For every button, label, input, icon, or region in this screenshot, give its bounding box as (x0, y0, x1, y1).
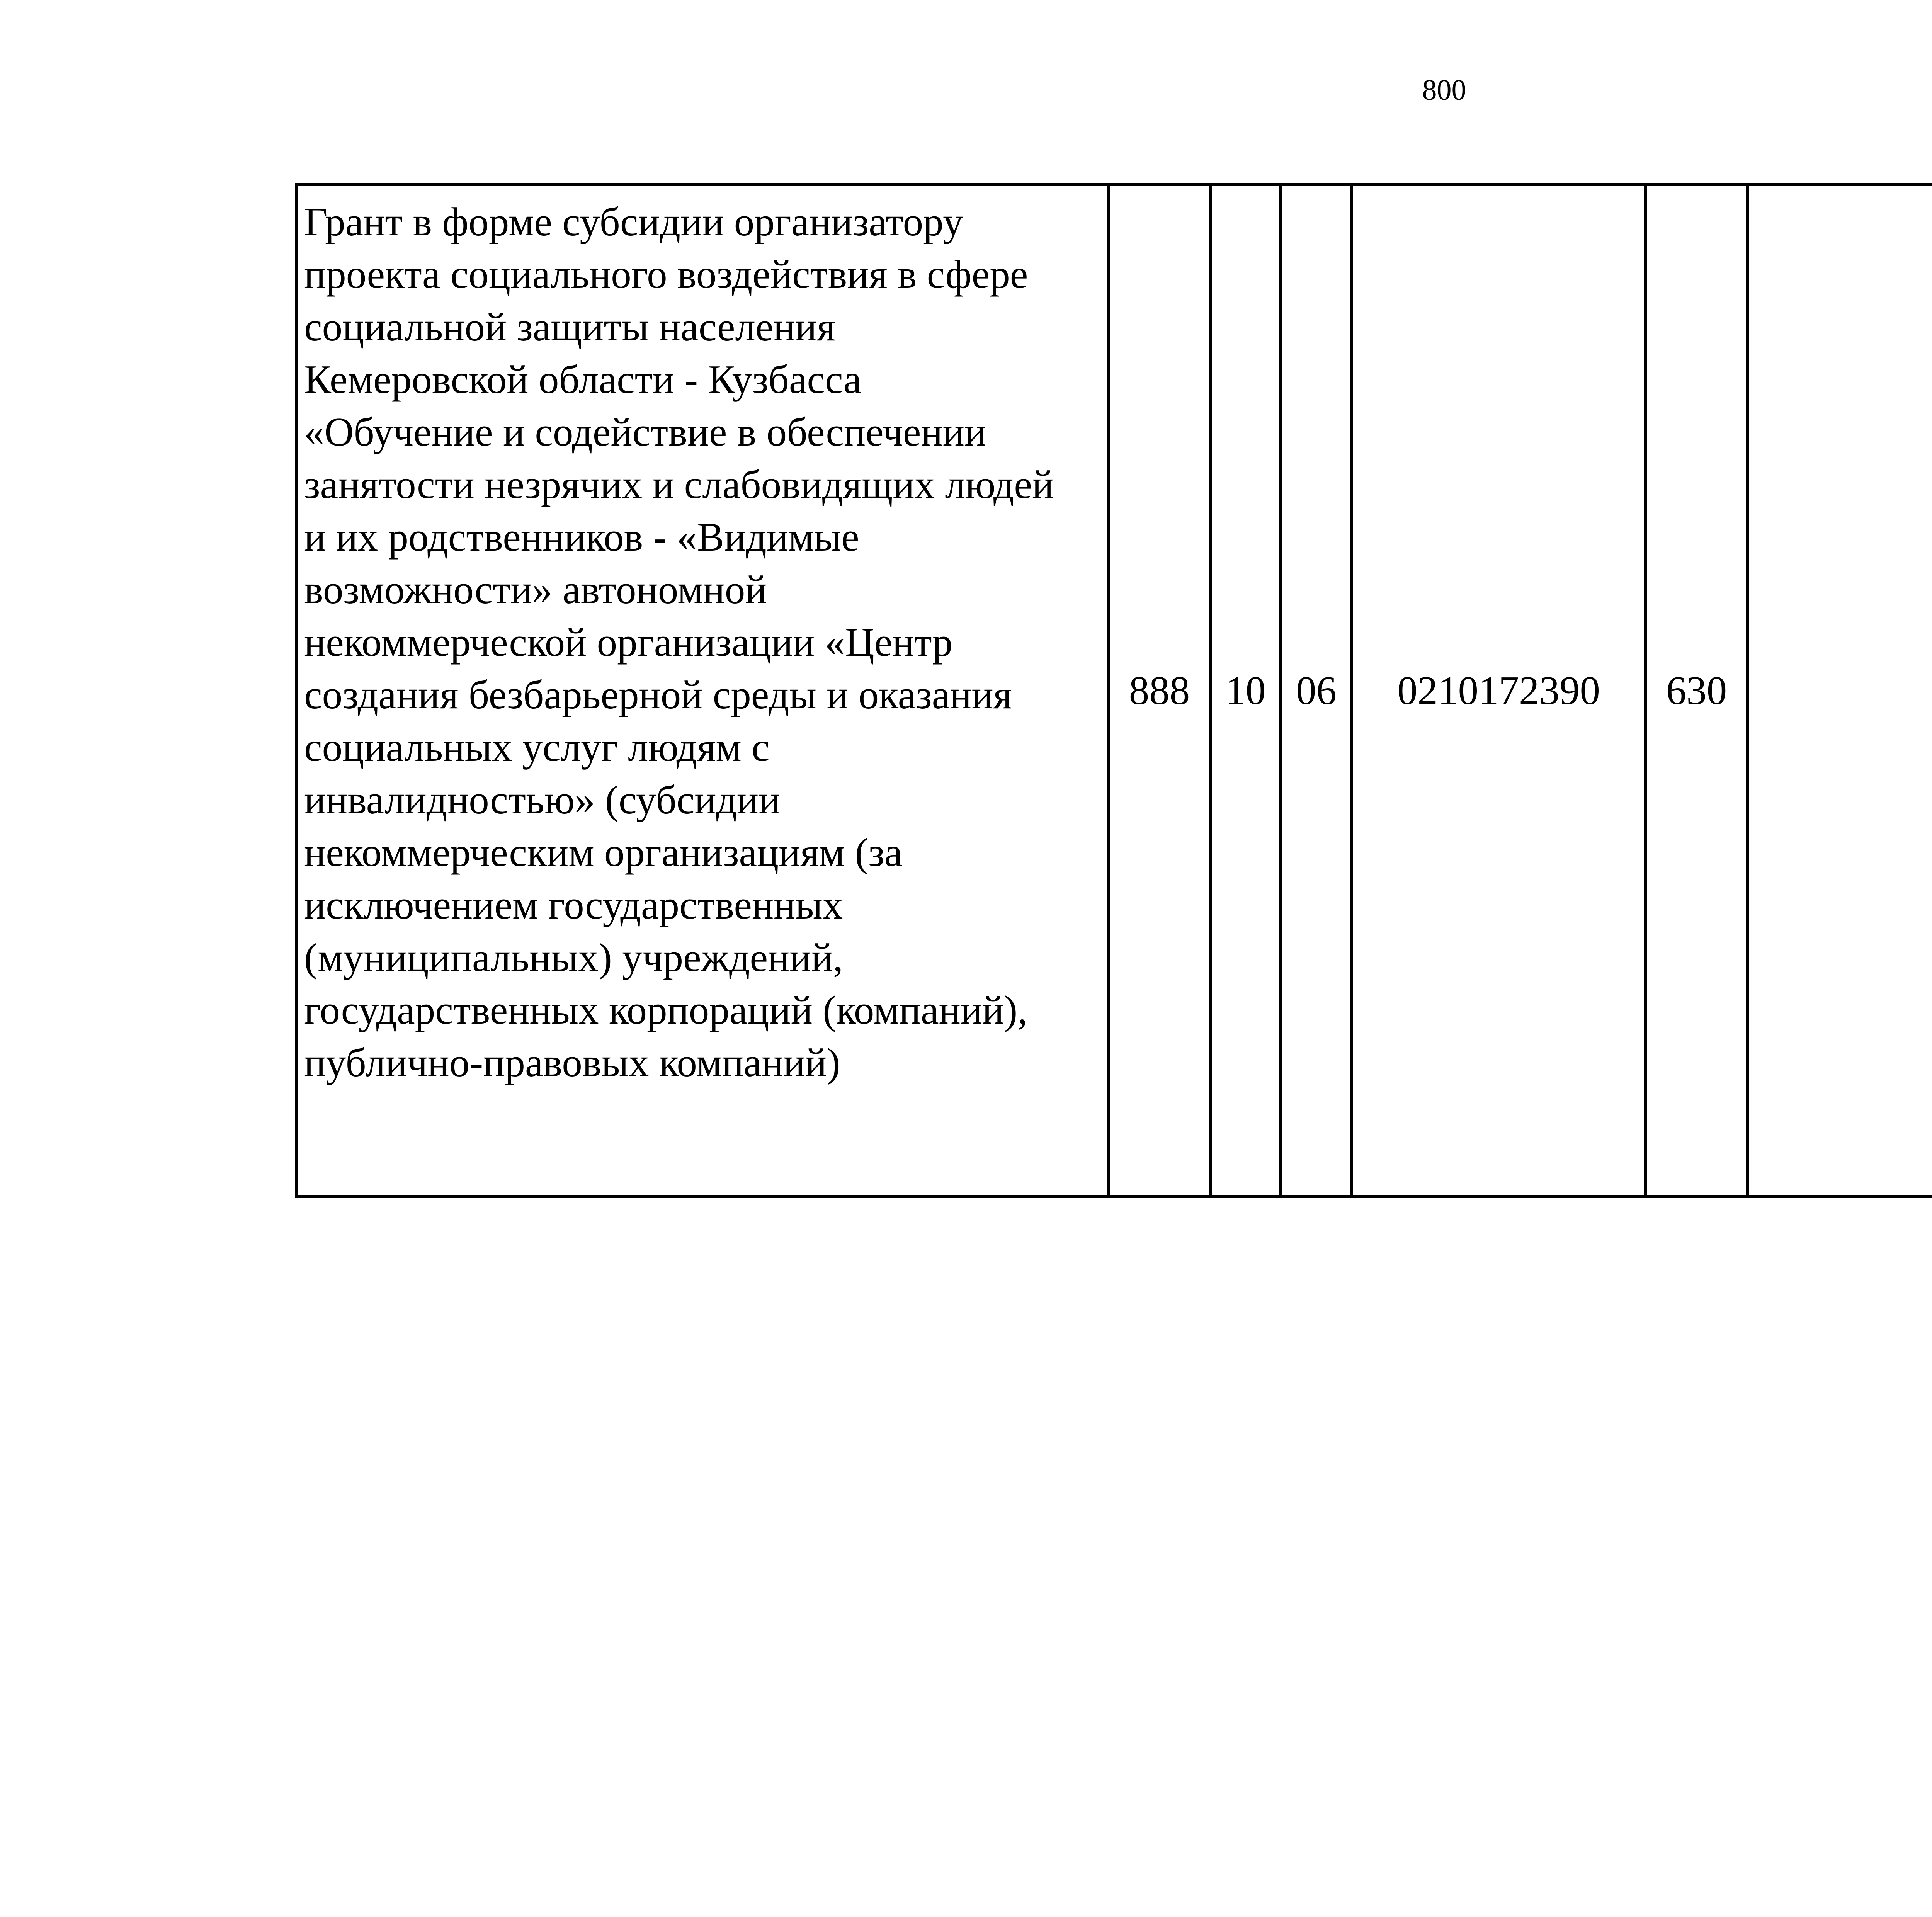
cell-amount-1 (1747, 185, 1932, 1196)
name-line: публично-правовых компаний) (304, 1040, 840, 1085)
name-line: социальной защиты населения (304, 304, 836, 349)
name-line: проекта социального воздействия в сфере (304, 252, 1028, 297)
name-line: инвалидностью» (субсидии (304, 777, 781, 822)
name-line: исключением государственных (304, 882, 843, 927)
name-line: Грант в форме субсидии организатору (304, 199, 963, 244)
name-line: Кемеровской области - Кузбасса (304, 357, 862, 402)
cell-expense-type-code: 630 (1646, 185, 1747, 1196)
name-line: создания безбарьерной среды и оказания (304, 672, 1012, 717)
name-line: (муниципальных) учреждений, (304, 935, 843, 980)
name-line: возможности» автономной (304, 567, 767, 612)
name-line: «Обучение и содействие в обеспечении (304, 409, 986, 454)
cell-section-code: 10 (1210, 185, 1281, 1196)
table-row (296, 185, 1932, 1196)
cell-target-article-code: 0210172390 (1352, 185, 1646, 1196)
name-line: некоммерческим организациям (за (304, 830, 903, 875)
page-number: 800 (1422, 74, 1466, 106)
name-line: занятости незрячих и слабовидящих людей (304, 462, 1054, 507)
cell-expenditure-name (296, 185, 1109, 1196)
budget-table (295, 183, 1932, 1198)
cell-subsection-code: 06 (1281, 185, 1352, 1196)
name-line: и их родственников - «Видимые (304, 514, 859, 560)
cell-ved-code: 888 (1109, 185, 1210, 1196)
name-line: некоммерческой организации «Центр (304, 619, 953, 665)
name-line: государственных корпораций (компаний), (304, 987, 1028, 1032)
name-line: социальных услуг людям с (304, 725, 770, 770)
